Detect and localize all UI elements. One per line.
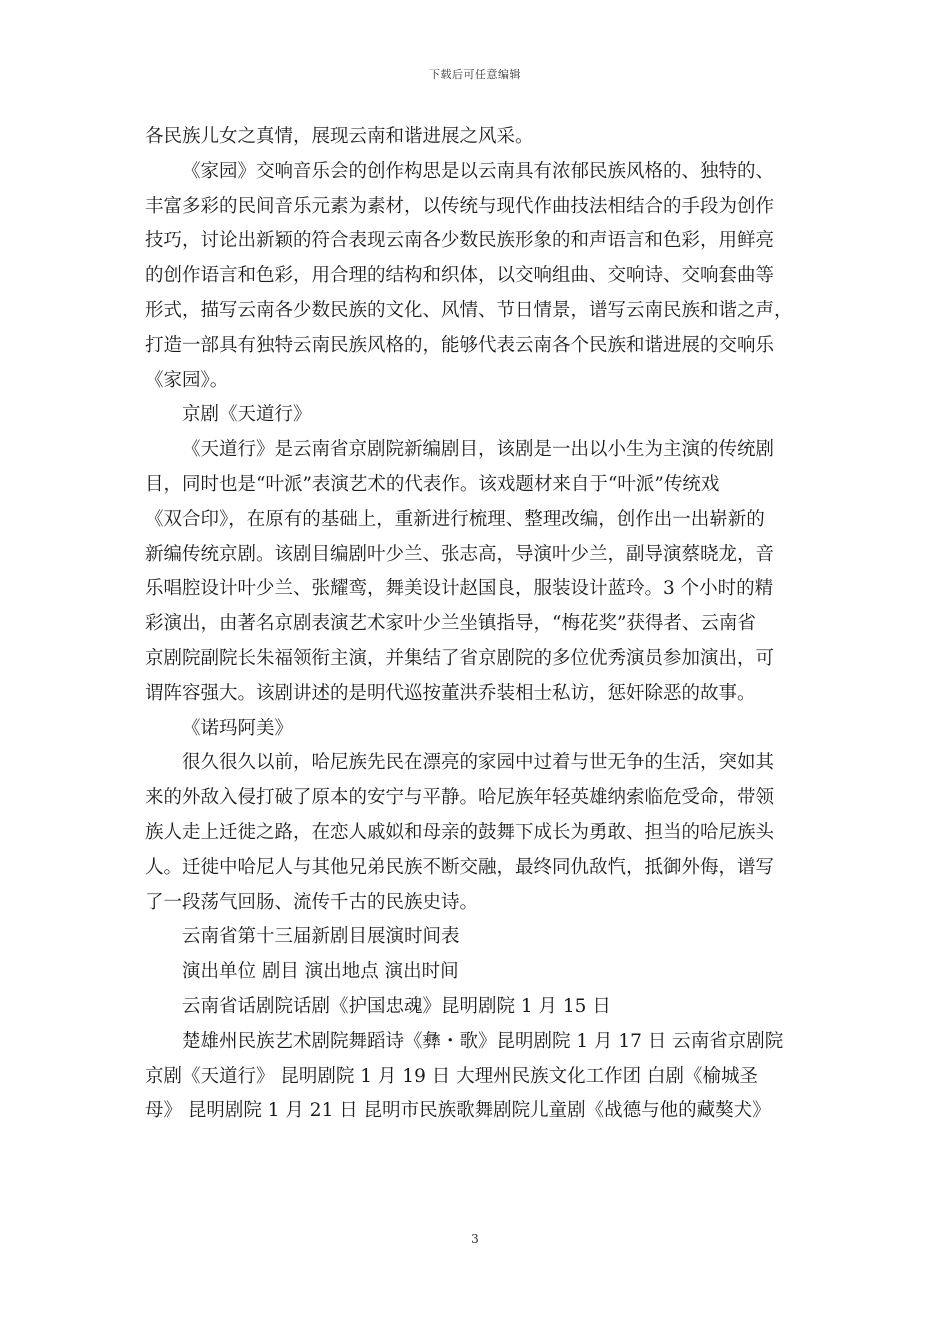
page-number: 3 (471, 1232, 479, 1246)
text-line: 技巧，讨论出新颖的符合表现云南各少数民族形象的和声语言和色彩，用鲜亮 (145, 230, 775, 252)
text-line: 族人走上迁徙之路，在恋人戚姒和母亲的鼓舞下成长为勇敢、担当的哈尼族头 (145, 821, 775, 843)
text-line: 很久很久以前，哈尼族先民在漂亮的家园中过着与世无争的生活，突如其 (182, 752, 775, 774)
text-line: 《天道行》是云南省京剧院新编剧目，该剧是一出以小生为主演的传统剧 (182, 439, 775, 461)
schedule-row: 京剧《天道行》 昆明剧院 1 月 19 日 大理州民族文化工作团 白剧《榆城圣 (145, 1065, 758, 1087)
text-line: 《家园》交响音乐会的创作构思是以云南具有浓郁民族风格的、独特的、 (182, 160, 775, 182)
text-line: 人。迁徙中哈尼人与其他兄弟民族不断交融，最终同仇敌忾，抵御外侮，谱写 (145, 856, 775, 878)
text-line: 乐唱腔设计叶少兰、张耀鸾，舞美设计赵国良，服装设计蓝玲。3 个小时的精 (145, 578, 774, 600)
text-line: 来的外敌入侵打破了原本的安宁与平静。哈尼族年轻英雄纳索临危受命，带领 (145, 787, 775, 809)
text-line: 彩演出，由著名京剧表演艺术家叶少兰坐镇指导，“梅花奖”获得者、云南省 (145, 613, 756, 635)
text-line: 目，同时也是“叶派”表演艺术的代表作。该戏题材来自于“叶派”传统戏 (145, 473, 720, 495)
schedule-row: 楚雄州民族艺术剧院舞蹈诗《彝・歌》昆明剧院 1 月 17 日 云南省京剧院 (182, 1030, 784, 1052)
section-heading: 云南省第十三届新剧目展演时间表 (182, 926, 460, 948)
text-line: 京剧院副院长朱福领衔主演，并集结了省京剧院的多位优秀演员参加演出，可 (145, 647, 775, 669)
text-line: 新编传统京剧。该剧目编剧叶少兰、张志高，导演叶少兰，副导演蔡晓龙，音 (145, 543, 775, 565)
text-line: 各民族儿女之真情，展现云南和谐进展之风采。 (145, 126, 534, 147)
text-line: 谓阵容强大。该剧讲述的是明代巡按董洪乔装相士私访，惩奸除恶的故事。 (145, 682, 756, 704)
section-heading: 《诺玛阿美》 (182, 717, 294, 739)
text-line: 了一段荡气回肠、流传千古的民族史诗。 (145, 891, 479, 913)
schedule-row: 云南省话剧院话剧《护国忠魂》昆明剧院 1 月 15 日 (182, 995, 611, 1017)
text-line: 《家园》。 (145, 369, 229, 391)
text-line: 打造一部具有独特云南民族风格的，能够代表云南各个民族和谐进展的交响乐 (145, 334, 775, 356)
body-text (145, 120, 807, 1129)
text-line: 形式，描写云南各少数民族的文化、风情、节日情景，谱写云南民族和谐之声， (145, 299, 793, 321)
text-line: 《双合印》，在原有的基础上，重新进行梳理、整理改编，创作出一出崭新的 (145, 508, 765, 530)
text-line: 的创作语言和色彩，用合理的结构和织体，以交响组曲、交响诗、交响套曲等 (145, 265, 775, 287)
section-heading: 京剧《天道行》 (182, 404, 312, 426)
schedule-row: 母》 昆明剧院 1 月 21 日 昆明市民族歌舞剧院儿童剧《战德与他的藏獒犬》 (145, 1100, 771, 1122)
schedule-header: 演出单位 剧目 演出地点 演出时间 (182, 961, 459, 983)
text-line: 丰富多彩的民间音乐元素为素材，以传统与现代作曲技法相结合的手段为创作 (145, 195, 775, 217)
page-header: 下载后可任意编辑 (429, 68, 521, 81)
